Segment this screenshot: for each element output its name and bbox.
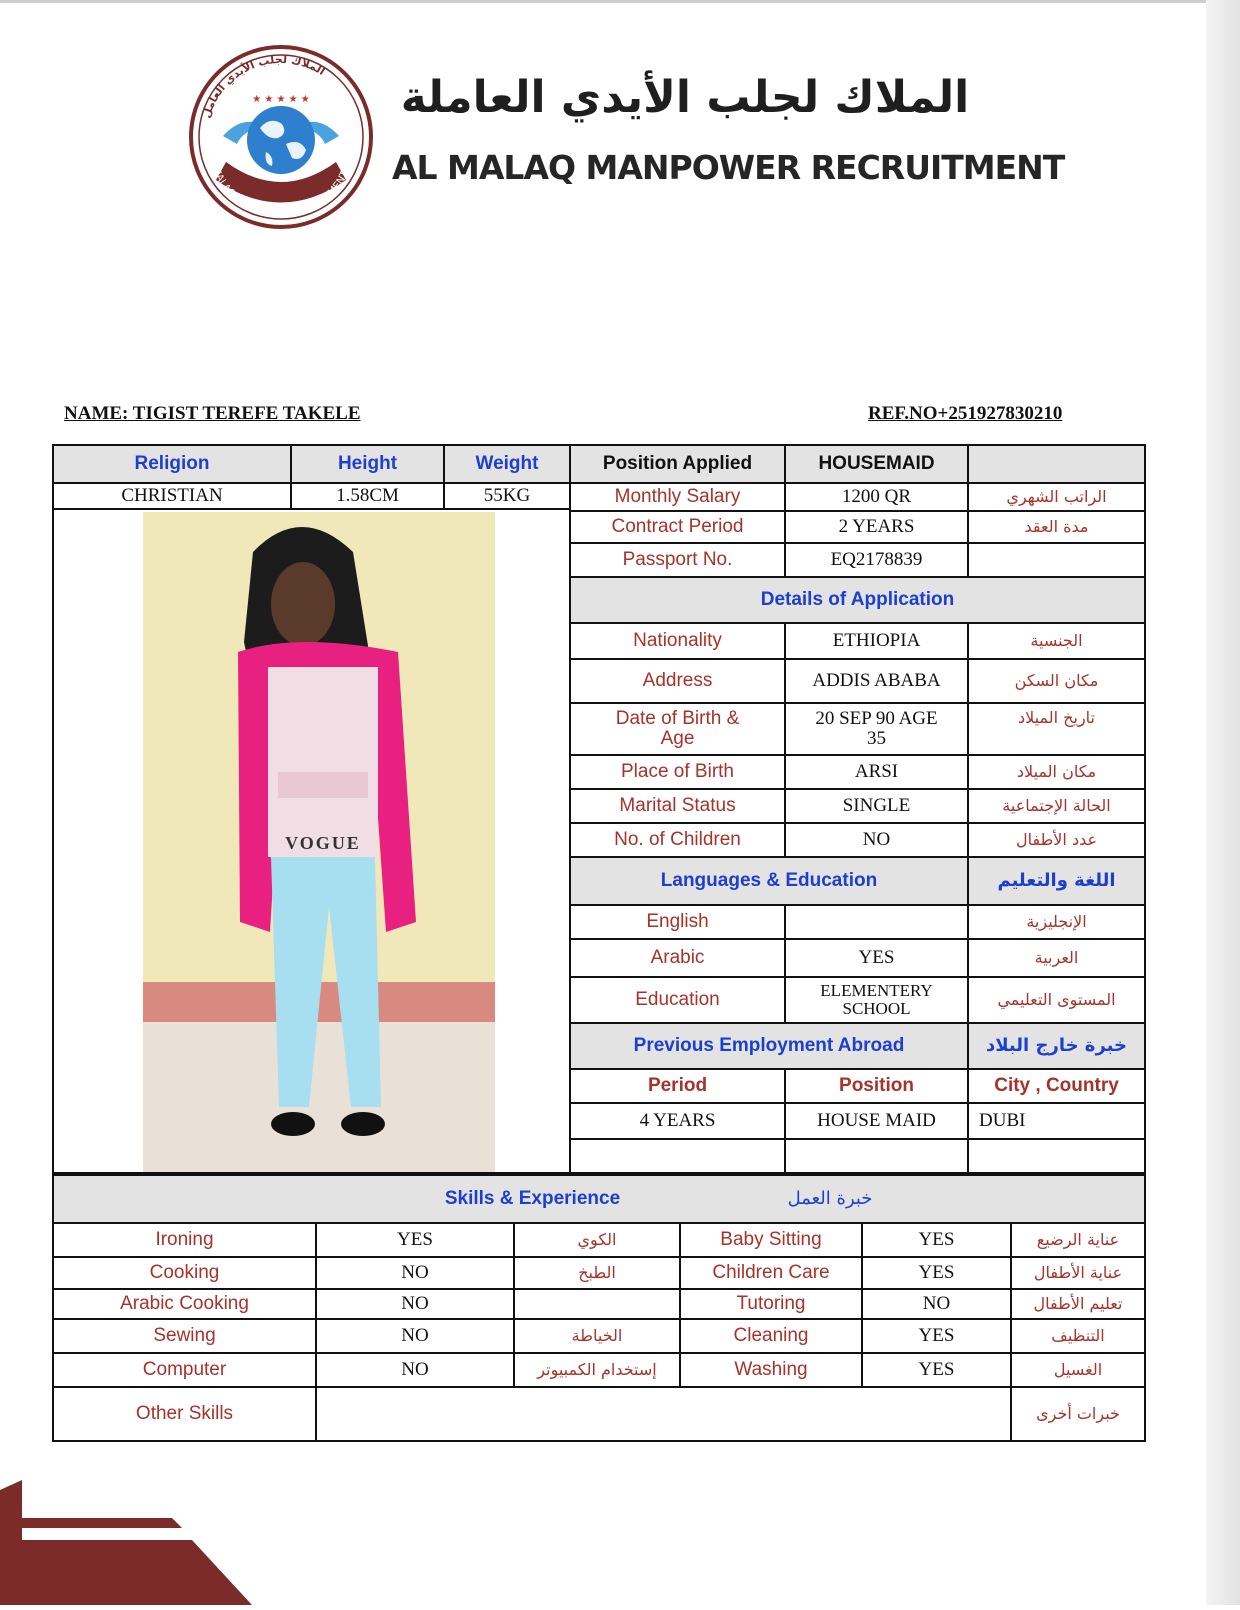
weight-value: 55KG bbox=[444, 483, 570, 509]
other-skills-ar: خبرات أخرى bbox=[1011, 1387, 1145, 1441]
logo-ring-arabic: الملاك لجلب الأيدي العامل bbox=[199, 52, 328, 120]
english-value bbox=[785, 905, 968, 939]
place-of-birth-ar: مكان الميلاد bbox=[968, 755, 1145, 789]
skill-tutoring-label: Tutoring bbox=[680, 1289, 862, 1319]
weight-header: Weight bbox=[444, 445, 570, 483]
skill-cleaning-label: Cleaning bbox=[680, 1319, 862, 1353]
education-label: Education bbox=[570, 977, 785, 1023]
employment-empty-period bbox=[570, 1139, 785, 1173]
children-value: NO bbox=[785, 823, 968, 857]
position-applied-value: HOUSEMAID bbox=[785, 445, 968, 483]
height-header: Height bbox=[291, 445, 444, 483]
reference-number: REF.NO+251927830210 bbox=[868, 403, 1063, 424]
marital-status-value: SINGLE bbox=[785, 789, 968, 823]
english-ar: الإنجليزية bbox=[968, 905, 1145, 939]
position-applied-ar bbox=[968, 445, 1145, 483]
details-section-title: Details of Application bbox=[570, 577, 1145, 623]
children-label: No. of Children bbox=[570, 823, 785, 857]
company-name-english: AL MALAQ MANPOWER RECRUITMENT bbox=[392, 148, 1065, 187]
skills-section-title: Skills & Experience bbox=[53, 1175, 875, 1223]
marital-status-label: Marital Status bbox=[570, 789, 785, 823]
passport-label: Passport No. bbox=[570, 543, 785, 577]
skill-baby-sitting-ar: عناية الرضيع bbox=[1011, 1223, 1145, 1257]
place-of-birth-label: Place of Birth bbox=[570, 755, 785, 789]
skill-sewing-ar: الخياطة bbox=[514, 1319, 680, 1353]
dob-age-ar: تاريخ الميلاد bbox=[968, 703, 1145, 755]
svg-text:★ ★ ★ ★ ★: ★ ★ ★ ★ ★ bbox=[252, 94, 310, 105]
education-value: ELEMENTERY SCHOOL bbox=[785, 977, 968, 1023]
other-skills-value bbox=[316, 1387, 1011, 1441]
skill-tutoring-value: NO bbox=[862, 1289, 1011, 1319]
employment-empty-city bbox=[968, 1139, 1145, 1173]
languages-section-title-ar: اللغة والتعليم bbox=[968, 857, 1145, 905]
skill-washing-value: YES bbox=[862, 1353, 1011, 1387]
employment-section-title-ar: خبرة خارج البلاد bbox=[968, 1023, 1145, 1069]
skills-title-right-fill bbox=[980, 1175, 1145, 1223]
nationality-label: Nationality bbox=[570, 623, 785, 659]
skill-ironing-ar: الكوي bbox=[514, 1223, 680, 1257]
monthly-salary-label: Monthly Salary bbox=[570, 483, 785, 511]
employment-period-header: Period bbox=[570, 1069, 785, 1103]
nationality-ar: الجنسية bbox=[968, 623, 1145, 659]
languages-section-title: Languages & Education bbox=[570, 857, 968, 905]
address-ar: مكان السكن bbox=[968, 659, 1145, 703]
skill-ironing-value: YES bbox=[316, 1223, 514, 1257]
dob-age-value: 20 SEP 90 AGE 35 bbox=[785, 703, 968, 755]
candidate-photo bbox=[143, 512, 495, 1172]
skill-children-care-value: YES bbox=[862, 1257, 1011, 1289]
skill-computer-value: NO bbox=[316, 1353, 514, 1387]
skill-cleaning-ar: التنظيف bbox=[1011, 1319, 1145, 1353]
skill-computer-ar: إستخدام الكمبيوتر bbox=[514, 1353, 680, 1387]
nationality-value: ETHIOPIA bbox=[785, 623, 968, 659]
contract-period-label: Contract Period bbox=[570, 511, 785, 543]
employment-row-period: 4 YEARS bbox=[570, 1103, 785, 1139]
skill-children-care-ar: عناية الأطفال bbox=[1011, 1257, 1145, 1289]
passport-ar bbox=[968, 543, 1145, 577]
corner-decoration bbox=[0, 1480, 260, 1605]
company-logo bbox=[188, 44, 374, 230]
candidate-name: NAME: TIGIST TEREFE TAKELE bbox=[64, 403, 361, 424]
skill-sewing-label: Sewing bbox=[53, 1319, 316, 1353]
address-label: Address bbox=[570, 659, 785, 703]
religion-header: Religion bbox=[53, 445, 291, 483]
page-right-edge bbox=[1206, 0, 1240, 1605]
page-top-edge bbox=[0, 0, 1240, 3]
contract-period-value: 2 YEARS bbox=[785, 511, 968, 543]
skill-computer-label: Computer bbox=[53, 1353, 316, 1387]
employment-row-position: HOUSE MAID bbox=[785, 1103, 968, 1139]
skill-cooking-ar: الطبخ bbox=[514, 1257, 680, 1289]
company-name-arabic: الملاك لجلب الأيدي العاملة bbox=[400, 72, 970, 123]
skill-tutoring-ar: تعليم الأطفال bbox=[1011, 1289, 1145, 1319]
marital-status-ar: الحالة الإجتماعية bbox=[968, 789, 1145, 823]
employment-row-city: DUBI bbox=[968, 1103, 1145, 1139]
dob-age-label: Date of Birth & Age bbox=[570, 703, 785, 755]
employment-section-title: Previous Employment Abroad bbox=[570, 1023, 968, 1069]
arabic-value: YES bbox=[785, 939, 968, 977]
place-of-birth-value: ARSI bbox=[785, 755, 968, 789]
skill-arabic-cooking-ar bbox=[514, 1289, 680, 1319]
education-ar: المستوى التعليمي bbox=[968, 977, 1145, 1023]
skill-baby-sitting-value: YES bbox=[862, 1223, 1011, 1257]
employment-city-country-header: City , Country bbox=[968, 1069, 1145, 1103]
address-value: ADDIS ABABA bbox=[785, 659, 968, 703]
skill-sewing-value: NO bbox=[316, 1319, 514, 1353]
contract-period-ar: مدة العقد bbox=[968, 511, 1145, 543]
skill-washing-label: Washing bbox=[680, 1353, 862, 1387]
employment-position-header: Position bbox=[785, 1069, 968, 1103]
religion-value: CHRISTIAN bbox=[53, 483, 291, 509]
height-value: 1.58CM bbox=[291, 483, 444, 509]
skill-arabic-cooking-label: Arabic Cooking bbox=[53, 1289, 316, 1319]
skill-ironing-label: Ironing bbox=[53, 1223, 316, 1257]
monthly-salary-ar: الراتب الشهري bbox=[968, 483, 1145, 511]
arabic-label: Arabic bbox=[570, 939, 785, 977]
skill-washing-ar: الغسيل bbox=[1011, 1353, 1145, 1387]
passport-value: EQ2178839 bbox=[785, 543, 968, 577]
position-applied-label: Position Applied bbox=[570, 445, 785, 483]
skill-cooking-value: NO bbox=[316, 1257, 514, 1289]
children-ar: عدد الأطفال bbox=[968, 823, 1145, 857]
skill-arabic-cooking-value: NO bbox=[316, 1289, 514, 1319]
skill-cleaning-value: YES bbox=[862, 1319, 1011, 1353]
other-skills-label: Other Skills bbox=[53, 1387, 316, 1441]
logo-ring-english: AL MALAQ MANPOWER RECRUITMENT bbox=[205, 151, 351, 221]
employment-empty-position bbox=[785, 1139, 968, 1173]
skill-baby-sitting-label: Baby Sitting bbox=[680, 1223, 862, 1257]
monthly-salary-value: 1200 QR bbox=[785, 483, 968, 511]
skills-section-title-ar: خبرة العمل bbox=[680, 1175, 980, 1223]
shirt-vogue-text: VOGUE bbox=[285, 833, 361, 853]
english-label: English bbox=[570, 905, 785, 939]
arabic-ar: العربية bbox=[968, 939, 1145, 977]
skill-cooking-label: Cooking bbox=[53, 1257, 316, 1289]
skill-children-care-label: Children Care bbox=[680, 1257, 862, 1289]
